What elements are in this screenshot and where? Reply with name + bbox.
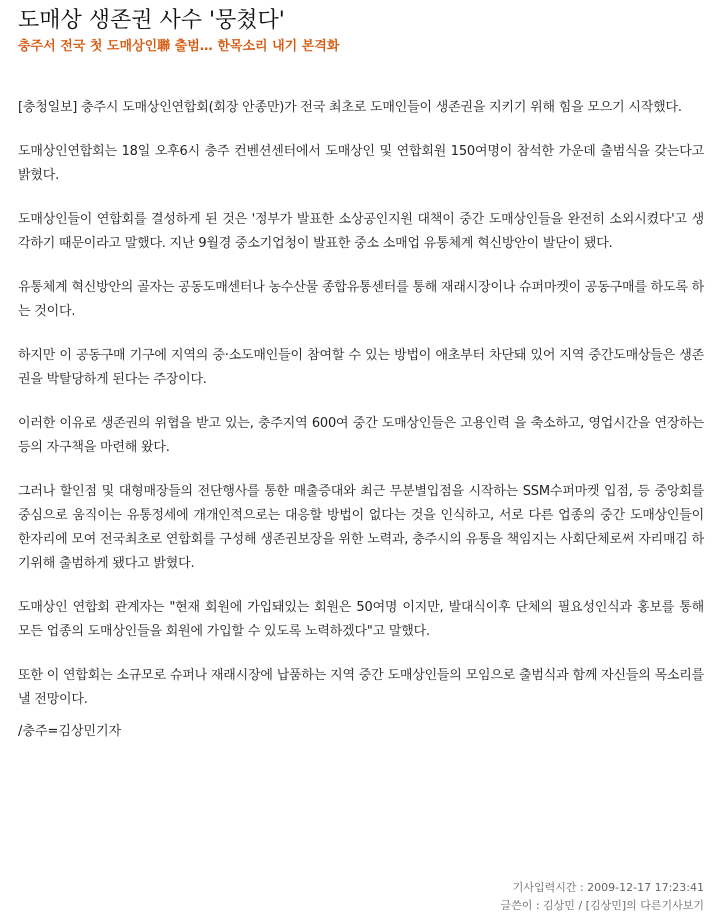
- paragraph: 도매상인들이 연합회를 결성하게 된 것은 '정부가 발표한 소상공인지원 대책이 중간 도매상인들을 완전히 소외시켰다'고 생각하기 때문이라고 말했다. 지난 9월경 중소기업청이 발표한 중소 소매업 유통체계 혁신방안이 발단이 됐다.: [18, 212, 704, 251]
- paragraph: 도매상인 연합회 관계자는 "현재 회원에 가입돼있는 회원은 50여명 이지만, 발대식이후 단체의 필요성인식과 홍보를 통해 모든 업종의 도매상인들을 회원에 가입할 수 있도록 노력하겠다"고 말했다.: [18, 600, 704, 639]
- article-body: [18, 96, 704, 744]
- headline: 도매상 생존권 사수 '뭉쳤다': [18, 8, 285, 33]
- more-articles-link[interactable]: [김상민]의 다른기사보기: [585, 899, 704, 912]
- separator: /: [578, 899, 583, 912]
- author-label: 글쓴이 : 김상민: [500, 899, 575, 912]
- paragraph: 그러나 할인점 및 대형매장들의 전단행사를 통한 매출증대와 최근 무분별입점을 시작하는 SSM수퍼마켓 입점, 등 중앙회를 중심으로 움직이는 유통정세에 개개인적으로는 대응할 방법이 없다는 것을 인식하고, 서로 다른 업종의 중간 도매상인들이 한자리에 모여 전국최초로 연합회를 구성해 생존권보장을 위한 노력과, 충주시의 유통을 책임지는 사회단체로써 자리매김 하기위해 출범하게 됐다고 밝혔다.: [18, 484, 704, 571]
- paragraph: [충청일보] 충주시 도매상인연합회(회장 안종만)가 전국 최초로 도매인들이 생존권을 지키기 위해 힘을 모으기 시작했다.: [18, 100, 682, 115]
- paragraph: 도매상인연합회는 18일 오후6시 충주 컨벤션센터에서 도매상인 및 연합회원 150여명이 참석한 가운데 출범식을 갖는다고 밝혔다.: [18, 144, 704, 183]
- published-time: 기사입력시간 : 2009-12-17 17:23:41: [512, 881, 704, 894]
- paragraph: 이러한 이유로 생존권의 위협을 받고 있는, 충주지역 600여 중간 도매상인들은 고용인력 을 축소하고, 영업시간을 연장하는 등의 자구책을 마련해 왔다.: [18, 416, 704, 455]
- paragraph: 하지만 이 공동구매 기구에 지역의 중·소도매인들이 참여할 수 있는 방법이 애초부터 차단돼 있어 지역 중간도매상들은 생존권을 박탈당하게 된다는 주장이다.: [18, 348, 704, 387]
- paragraph: 유통체계 혁신방안의 골자는 공동도매센터나 농수산물 종합유통센터를 통해 재래시장이나 슈퍼마켓이 공동구매를 하도록 하는 것이다.: [18, 280, 704, 319]
- subheadline: 충주서 전국 첫 도매상인聯 출범… 한목소리 내기 본격화: [18, 39, 340, 54]
- paragraph: 또한 이 연합회는 소규모로 슈퍼나 재래시장에 납품하는 지역 중간 도매상인들의 모임으로 출범식과 함께 자신들의 목소리를 낼 전망이다.: [18, 668, 704, 707]
- byline: /충주=김상민기자: [18, 724, 122, 739]
- author-line: [500, 898, 704, 914]
